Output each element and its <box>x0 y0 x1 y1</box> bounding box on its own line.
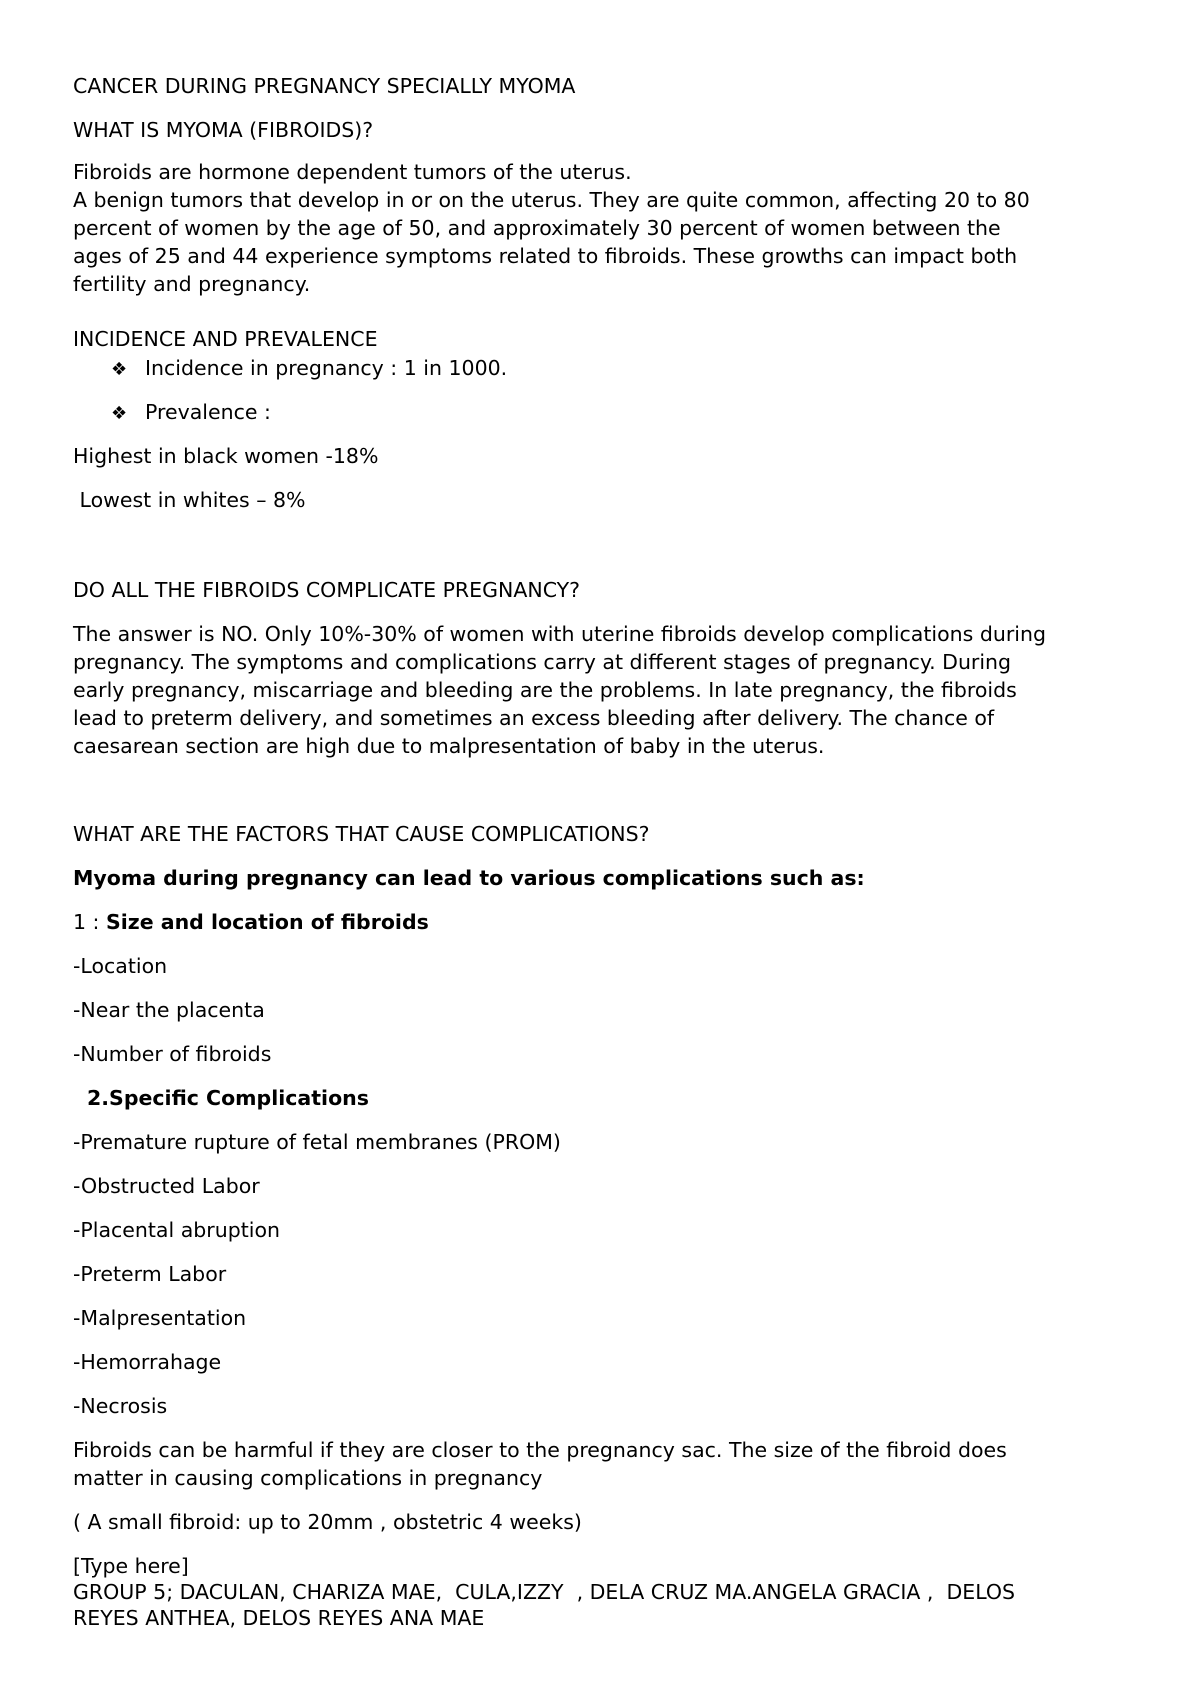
list-item: -Malpresentation <box>73 1306 247 1330</box>
paragraph-line: early pregnancy, miscarriage and bleeding are the problems. In late pregnancy, the fibroids <box>73 678 1017 702</box>
paragraph-line: Fibroids can be harmful if they are closer to the pregnancy sac. The size of the fibroid does <box>73 1438 1007 1462</box>
paragraph-line: A benign tumors that develop in or on the uterus. They are quite common, affecting 20 to 80 <box>73 188 1030 212</box>
section-heading-factors: WHAT ARE THE FACTORS THAT CAUSE COMPLICATIONS? <box>73 822 650 846</box>
paragraph-line: ages of 25 and 44 experience symptoms related to fibroids. These growths can impact both <box>73 244 1018 268</box>
section-heading-incidence: INCIDENCE AND PREVALENCE <box>73 327 378 351</box>
paragraph-line: The answer is NO. Only 10%-30% of women with uterine fibroids develop complications during <box>73 622 1046 646</box>
bullet-text: Prevalence : <box>145 400 271 424</box>
bullet-text: Incidence in pregnancy : 1 in 1000. <box>145 356 508 380</box>
footer-group-line: GROUP 5; DACULAN, CHARIZA MAE, CULA,IZZY , DELA CRUZ MA.ANGELA GRACIA , DELOS <box>73 1580 1016 1604</box>
prevalence-line: Lowest in whites – 8% <box>73 488 306 512</box>
subheading-number: 1 : <box>73 910 106 934</box>
paragraph-line: matter in causing complications in pregnancy <box>73 1466 543 1490</box>
paragraph-line: fertility and pregnancy. <box>73 272 311 296</box>
list-item: -Preterm Labor <box>73 1262 227 1286</box>
paragraph-line: Fibroids are hormone dependent tumors of the uterus. <box>73 160 632 184</box>
list-item: -Number of fibroids <box>73 1042 272 1066</box>
diamond-bullet-icon: ❖ <box>111 359 128 380</box>
list-item: -Near the placenta <box>73 998 265 1022</box>
footer-placeholder: [Type here] <box>73 1554 189 1578</box>
footer-group-line: REYES ANTHEA, DELOS REYES ANA MAE <box>73 1606 485 1630</box>
subheading-title: Size and location of fibroids <box>105 910 429 934</box>
size-note: ( A small fibroid: up to 20mm , obstetric 4 weeks) <box>73 1510 582 1534</box>
list-item: -Placental abruption <box>73 1218 280 1242</box>
paragraph-line: lead to preterm delivery, and sometimes an excess bleeding after delivery. The chance of <box>73 706 995 730</box>
paragraph-line: caesarean section are high due to malpresentation of baby in the uterus. <box>73 734 825 758</box>
list-item: -Hemorrahage <box>73 1350 222 1374</box>
diamond-bullet-icon: ❖ <box>111 403 128 424</box>
subheading-specific-complications: 2.Specific Complications <box>87 1086 369 1110</box>
paragraph-line: percent of women by the age of 50, and approximately 30 percent of women between the <box>73 216 1001 240</box>
section-heading-what-is: WHAT IS MYOMA (FIBROIDS)? <box>73 118 374 142</box>
bullet-item <box>111 358 507 379</box>
list-item: -Obstructed Labor <box>73 1174 260 1198</box>
list-item: -Location <box>73 954 168 978</box>
subheading-size-location <box>73 912 429 933</box>
document-title: CANCER DURING PREGNANCY SPECIALLY MYOMA <box>73 74 576 98</box>
paragraph-line: pregnancy. The symptoms and complications carry at different stages of pregnancy. During <box>73 650 1012 674</box>
factors-intro: Myoma during pregnancy can lead to various complications such as: <box>73 866 865 890</box>
list-item: -Necrosis <box>73 1394 168 1418</box>
list-item: -Premature rupture of fetal membranes (PROM) <box>73 1130 561 1154</box>
bullet-item <box>111 402 271 423</box>
prevalence-line: Highest in black women -18% <box>73 444 379 468</box>
section-heading-complicate: DO ALL THE FIBROIDS COMPLICATE PREGNANCY? <box>73 578 581 602</box>
